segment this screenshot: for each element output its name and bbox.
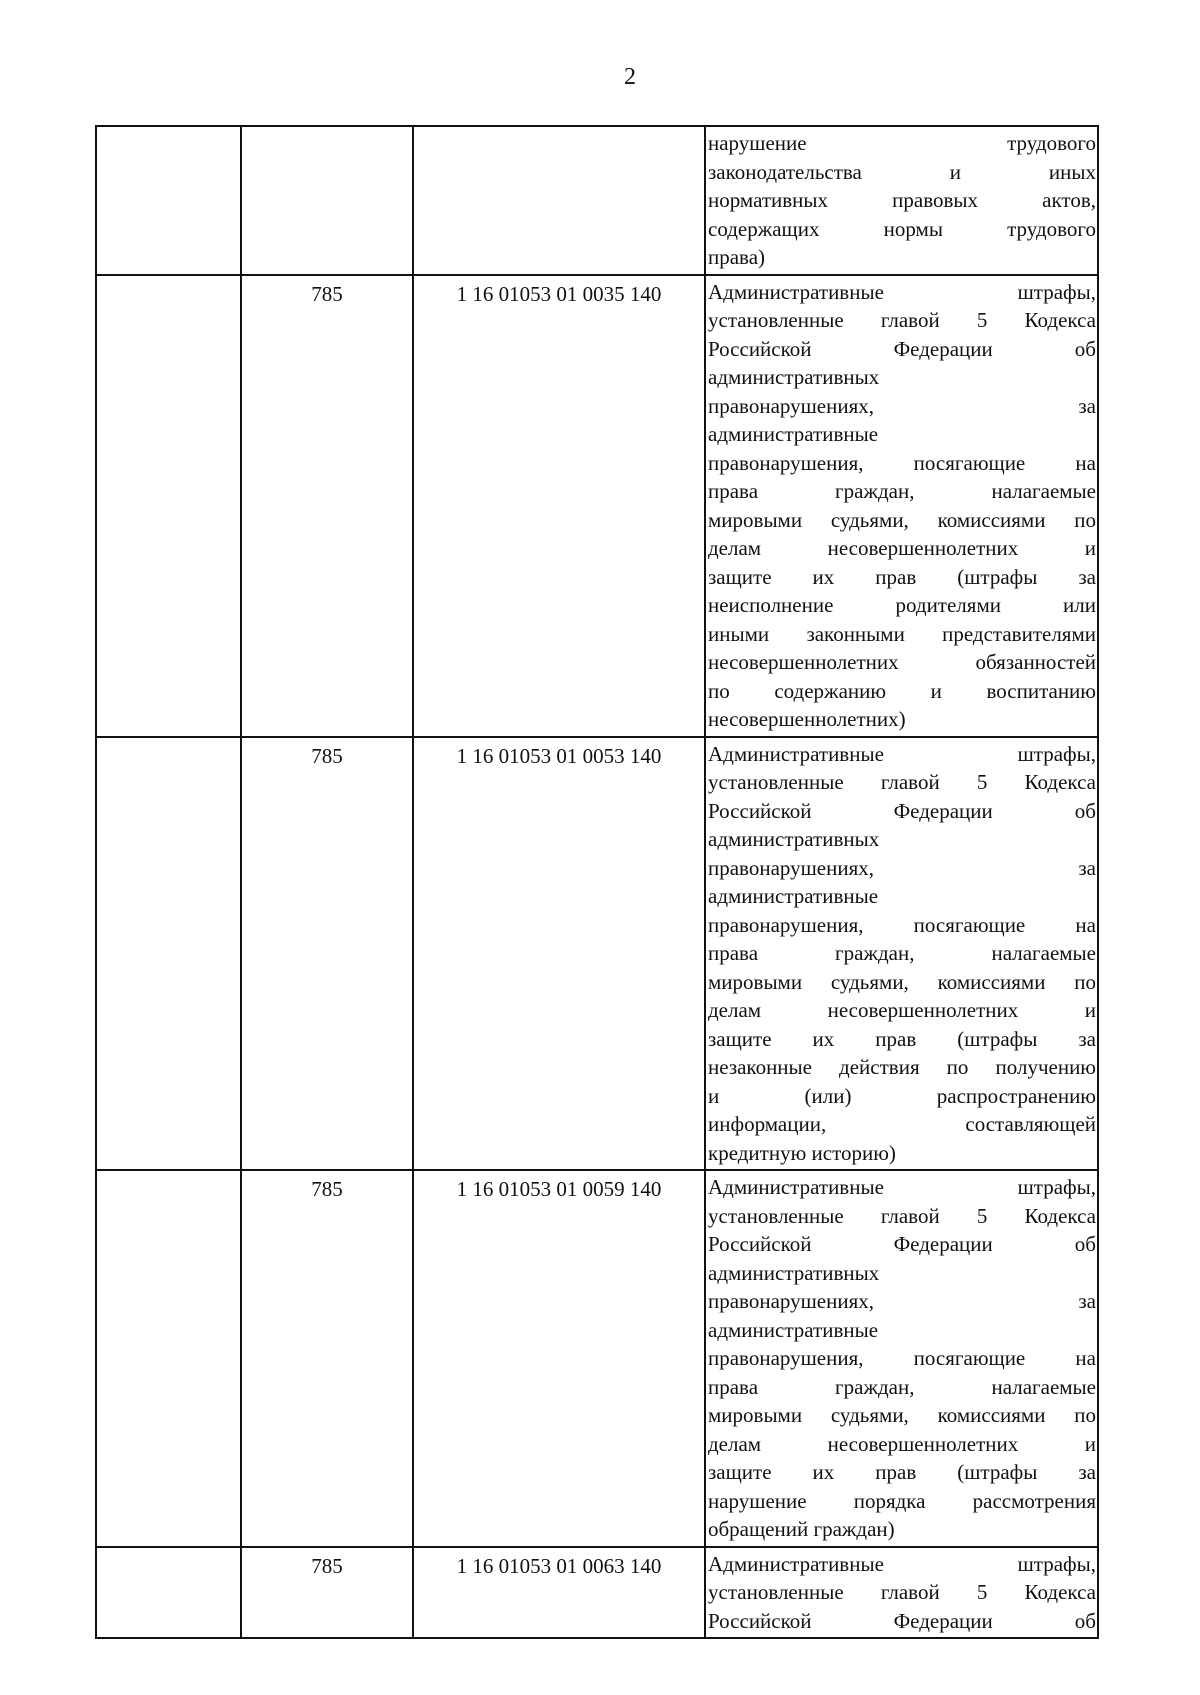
description-line: и (или) распространению (708, 1083, 1096, 1108)
description-line: Российской Федерации об (708, 1608, 1096, 1633)
description-line: правонарушениях, за (708, 855, 1096, 880)
description-line: нормативных правовых актов, (708, 188, 1096, 212)
description-line: нарушение порядка рассмотрения (708, 1488, 1096, 1513)
description-line: делам несовершеннолетних и (708, 1431, 1096, 1456)
description-line: по содержанию и воспитанию (708, 678, 1096, 703)
budget-codes-table (95, 125, 1099, 1639)
table-body (96, 126, 1098, 1638)
description-cell (705, 275, 1098, 737)
table-row (96, 737, 1098, 1171)
description-line: нарушение трудового (708, 131, 1096, 155)
description-line: правонарушения, посягающие на (708, 1346, 1096, 1370)
description-line: защите их прав (штрафы за (708, 564, 1096, 589)
description-line: иными законными представителями (708, 621, 1096, 646)
description-line: Административные штрафы, (708, 1175, 1096, 1199)
description-line: административных (708, 365, 880, 389)
description-line: правонарушениях, за (708, 393, 1096, 418)
description-line: Административные штрафы, (708, 741, 1096, 766)
description-line: установленные главой 5 Кодекса (708, 308, 1096, 332)
table-row (96, 1547, 1098, 1639)
description-line: несовершеннолетних) (708, 707, 906, 731)
description-line: Административные штрафы, (708, 1551, 1096, 1576)
description-line: административные (708, 422, 879, 446)
budget-code-cell: 1 16 01053 01 0059 140 (413, 1170, 705, 1547)
description-line: права граждан, налагаемые (708, 479, 1096, 503)
budget-code-cell: 1 16 01053 01 0063 140 (413, 1547, 705, 1639)
description-line: Административные штрафы, (708, 279, 1096, 304)
description-line: административные (708, 1317, 879, 1342)
description-line: незаконные действия по получению (708, 1055, 1096, 1079)
description-line: административных (708, 827, 880, 851)
description-line: информации, составляющей (708, 1112, 1096, 1136)
description-line: административных (708, 1260, 880, 1285)
description-line: правонарушения, посягающие на (708, 450, 1096, 475)
admin-code-cell (241, 126, 413, 275)
description-line: кредитную историю) (708, 1140, 896, 1165)
description-line: установленные главой 5 Кодекса (708, 1203, 1096, 1228)
description-line: обращений граждан) (708, 1517, 895, 1541)
budget-code-cell: 1 16 01053 01 0053 140 (413, 737, 705, 1171)
description-line: права граждан, налагаемые (708, 941, 1096, 965)
description-line: административные (708, 884, 879, 908)
empty-cell (96, 1547, 241, 1639)
description-line: делам несовершеннолетних и (708, 536, 1096, 560)
description-cell (705, 126, 1098, 275)
empty-cell (96, 1170, 241, 1547)
description-line: правонарушениях, за (708, 1289, 1096, 1313)
admin-code-cell: 785 (241, 737, 413, 1171)
description-line: мировыми судьями, комиссиями по (708, 507, 1096, 532)
description-cell (705, 1547, 1098, 1639)
description-line: установленные главой 5 Кодекса (708, 770, 1096, 794)
empty-cell (96, 126, 241, 275)
description-line: Российской Федерации об (708, 798, 1096, 823)
empty-cell (96, 737, 241, 1171)
description-line: правонарушения, посягающие на (708, 912, 1096, 937)
table-row (96, 1170, 1098, 1547)
description-line: права граждан, налагаемые (708, 1374, 1096, 1399)
description-line: защите их прав (штрафы за (708, 1026, 1096, 1051)
table-row (96, 275, 1098, 737)
description-line: содержащих нормы трудового (708, 216, 1096, 241)
description-cell (705, 737, 1098, 1171)
description-line: мировыми судьями, комиссиями по (708, 1403, 1096, 1427)
empty-cell (96, 275, 241, 737)
description-line: Российской Федерации об (708, 336, 1096, 361)
description-line: права) (708, 245, 766, 269)
description-cell (705, 1170, 1098, 1547)
description-line: законодательства и иных (708, 159, 1096, 184)
table-row (96, 126, 1098, 275)
description-line: мировыми судьями, комиссиями по (708, 969, 1096, 994)
admin-code-cell: 785 (241, 1170, 413, 1547)
description-line: установленные главой 5 Кодекса (708, 1580, 1096, 1604)
budget-code-cell: 1 16 01053 01 0035 140 (413, 275, 705, 737)
description-line: несовершеннолетних обязанностей (708, 650, 1096, 674)
page-number: 2 (624, 64, 636, 90)
admin-code-cell: 785 (241, 275, 413, 737)
description-line: делам несовершеннолетних и (708, 998, 1096, 1022)
description-line: неисполнение родителями или (708, 593, 1096, 617)
description-line: Российской Федерации об (708, 1232, 1096, 1256)
description-line: защите их прав (штрафы за (708, 1460, 1096, 1484)
admin-code-cell: 785 (241, 1547, 413, 1639)
budget-code-cell (413, 126, 705, 275)
